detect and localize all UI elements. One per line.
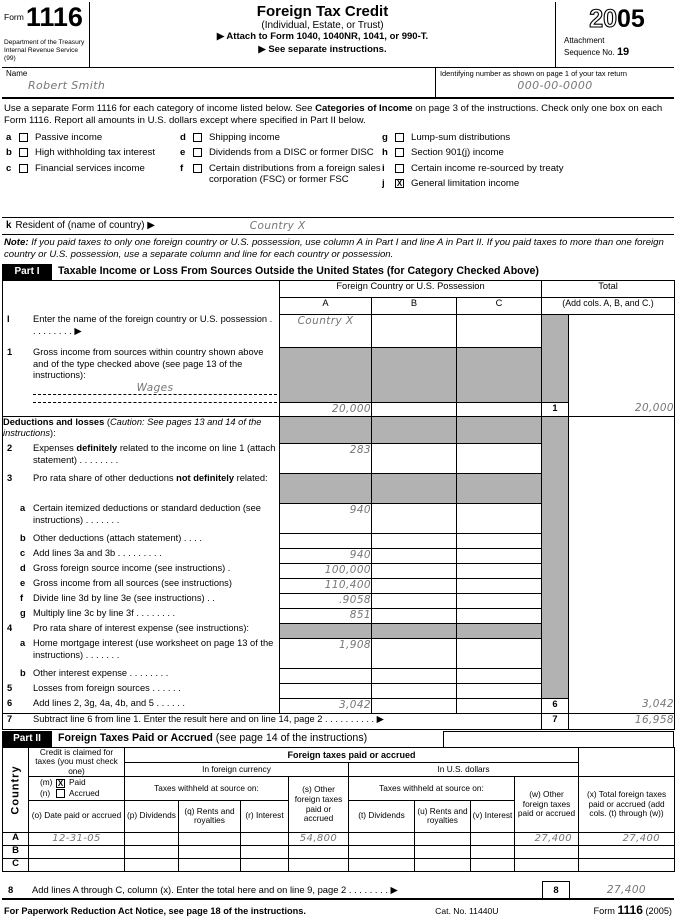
p1-row-0-line-number — [542, 314, 569, 347]
col-o-header: (o) Date paid or accrued — [29, 800, 125, 832]
category-label: Section 901(j) income — [411, 147, 504, 159]
p1-row-6-col-a-field[interactable]: 940 — [280, 503, 372, 533]
foreign-country-group-header: Foreign Country or U.S. Possession — [280, 280, 542, 297]
p1-row-5-line-number — [542, 473, 569, 503]
p2-row-B-col-q-field[interactable] — [179, 845, 241, 858]
category-label: Dividends from a DISC or former DISC — [209, 147, 374, 159]
footer-form-number: 1116 — [617, 902, 643, 917]
p1-row-0-col-a-field[interactable]: Country X — [280, 314, 372, 347]
p1-row-11-col-a-field[interactable]: .9058 — [280, 593, 372, 608]
col-v-header: (v) Interest — [471, 800, 515, 832]
category-checkbox-a[interactable] — [19, 133, 28, 142]
p2-row-A-col-v-field[interactable] — [471, 832, 515, 845]
p1-row-8-line-number — [542, 548, 569, 563]
category-letter: f — [180, 162, 184, 174]
part2-title: Foreign Taxes Paid or Accrued — [58, 731, 213, 744]
category-item-h — [382, 147, 674, 159]
category-letter: c — [6, 162, 12, 174]
p1-row-6-total-field — [569, 503, 675, 533]
paperwork-notice: For Paperwork Reduction Act Notice, see page 18 of the instructions. — [4, 905, 306, 916]
category-item-i — [382, 163, 674, 175]
p1-row-9-total-field — [569, 563, 675, 578]
p1-row-16-col-b-field[interactable] — [372, 683, 457, 698]
p1-row-0-col-c-field[interactable] — [457, 314, 542, 347]
paid-checkbox[interactable]: X — [57, 778, 64, 788]
p1-row-3-label: Deductions and losses (Caution: See pages 13 and 14 of the instructions): — [3, 416, 280, 443]
p1-row-15-label: b Other interest expense . . . . . . . . — [3, 668, 280, 683]
p1-row-8-col-a-field[interactable]: 940 — [280, 548, 372, 563]
line-8-number: 8 — [8, 883, 14, 895]
line-8-box: 8 — [542, 881, 570, 898]
p2-row-C-col-t-field[interactable] — [349, 858, 415, 871]
p2-row-A-col-w-field[interactable]: 27,400 — [515, 832, 579, 845]
p1-row-2-col-b-field[interactable] — [372, 402, 457, 416]
p1-row-14-line-number — [542, 638, 569, 668]
p1-row-4-total-field — [569, 443, 675, 473]
name-label: Name — [6, 69, 28, 78]
p1-row-6-col-b-field[interactable] — [372, 503, 457, 533]
p1-row-9-line-number — [542, 563, 569, 578]
category-label: Passive income — [35, 131, 103, 143]
p1-row-11-label: f Divide line 3d by line 3e (see instructions) . . — [3, 593, 280, 608]
p2-row-A-col-q-field[interactable] — [179, 832, 241, 845]
p1-row-12-col-a-field[interactable]: 851 — [280, 608, 372, 623]
p1-row-13-col-b-field — [372, 623, 457, 638]
p2-row-C-col-q-field[interactable] — [179, 858, 241, 871]
dept-treasury: Department of the Treasury — [4, 39, 85, 46]
p2-row-C-col-x-field[interactable] — [579, 858, 675, 871]
p2-row-letter-B: B — [3, 845, 29, 858]
category-letter: b — [6, 147, 12, 159]
p2-row-B-col-o-field[interactable] — [29, 845, 125, 858]
year-block — [555, 2, 674, 67]
line-8-row — [2, 881, 674, 900]
year-outline: 20 — [589, 5, 617, 33]
p1-row-8-col-b-field[interactable] — [372, 548, 457, 563]
p1-row-14-col-a-field[interactable]: 1,908 — [280, 638, 372, 668]
name-row — [2, 68, 674, 99]
p1-row-9-col-c-field[interactable] — [457, 563, 542, 578]
form-subtitle: (Individual, Estate, or Trust) — [261, 20, 384, 32]
p1-table-row — [3, 416, 675, 443]
p1-row-12-col-b-field[interactable] — [372, 608, 457, 623]
p1-row-15-total-field — [569, 668, 675, 683]
col-t-header: (t) Dividends — [349, 800, 415, 832]
withheld-usd-header: Taxes withheld at source on: — [349, 777, 515, 800]
p1-table-row — [3, 533, 675, 548]
p1-table-row — [3, 548, 675, 563]
p2-row-C-col-s-field[interactable] — [289, 858, 349, 871]
p1-row-0-col-b-field[interactable] — [372, 314, 457, 347]
intro-paragraph: Use a separate Form 1116 for each category of income listed below. See Categories of Income on page 3 of the instructions. Check only one box on each Form 1116. Report all amounts in U.S. dollars except where specified in Part II below. — [4, 103, 663, 127]
p1-row-7-col-b-field[interactable] — [372, 533, 457, 548]
form-title: Foreign Tax Credit — [256, 3, 389, 20]
p1-table-row — [3, 563, 675, 578]
p1-row-10-line-number — [542, 578, 569, 593]
p1-row-17-total-field[interactable]: 3,042 — [569, 698, 675, 713]
p1-row-8-label: c Add lines 3a and 3b . . . . . . . . . — [3, 548, 280, 563]
category-letter: j — [382, 178, 385, 190]
see-instruction: ▶ See separate instructions. — [258, 43, 387, 55]
p1-table-row — [3, 638, 675, 668]
p1-row-6-label: a Certain itemized deductions or standard deduction (see instructions) . . . . . . . — [3, 503, 280, 533]
p1-row-7-col-c-field[interactable] — [457, 533, 542, 548]
p1-row-10-col-b-field[interactable] — [372, 578, 457, 593]
p1-row-11-col-c-field[interactable] — [457, 593, 542, 608]
p1-row-3-line-number — [542, 416, 569, 443]
col-w-header: (w) Other foreign taxes paid or accrued — [515, 777, 579, 832]
col-u-header: (u) Rents and royalties — [415, 800, 471, 832]
part1-title: Taxable Income or Loss From Sources Outside the United States (for Category Checked Above) — [58, 264, 539, 277]
category-letter: a — [6, 131, 12, 143]
p1-row-10-col-a-field[interactable]: 110,400 — [280, 578, 372, 593]
p1-row-7-label: b Other deductions (attach statement) . . . . — [3, 533, 280, 548]
category-checkboxes — [2, 132, 674, 217]
category-label: High withholding tax interest — [35, 147, 155, 159]
p2-row-B-col-r-field[interactable] — [241, 845, 289, 858]
p2-row-A-col-r-field[interactable] — [241, 832, 289, 845]
note-paragraph — [2, 234, 674, 263]
p1-table-row — [3, 698, 675, 713]
part1-header-spacer — [3, 280, 280, 314]
category-item-c — [6, 163, 178, 175]
line-k-label: Resident of (name of country) ▶ — [15, 219, 155, 231]
p2-row-A-col-o-field[interactable]: 12-31-05 — [29, 832, 125, 845]
p1-row-9-label: d Gross foreign source income (see instructions) . — [3, 563, 280, 578]
col-s-header: (s) Other foreign taxes paid or accrued — [289, 777, 349, 832]
p1-row-17-col-c-field[interactable] — [457, 698, 542, 713]
p2-row-A-col-p-field[interactable] — [125, 832, 179, 845]
p2-row-B-col-u-field[interactable] — [415, 845, 471, 858]
p2-country-row-B — [3, 845, 675, 858]
p1-row-10-label: e Gross income from all sources (see instructions) — [3, 578, 280, 593]
line-8-label: Add lines A through C, column (x). Enter the total here and on line 9, page 2 . . . . . . . . ▶ — [32, 883, 398, 895]
p1-row-5-col-a-field — [280, 473, 372, 503]
p1-row-10-total-field — [569, 578, 675, 593]
col-x-header: (x) Total foreign taxes paid or accrued (add cols. (t) through (w)) — [579, 777, 675, 832]
p1-row-17-label: 6 Add lines 2, 3g, 4a, 4b, and 5 . . . . . . — [3, 698, 280, 713]
form-title-block — [90, 2, 555, 67]
p1-row-17-line-number: 6 — [542, 698, 569, 713]
credit-claimed-header: Credit is claimed for taxes (you must check one) — [29, 747, 125, 777]
part2-chip: Part II — [2, 731, 52, 747]
resident-country-field[interactable]: Country X — [249, 219, 306, 232]
p1-row-5-col-c-field — [457, 473, 542, 503]
p1-table-row — [3, 713, 675, 729]
p2-row-A-col-s-field[interactable]: 54,800 — [289, 832, 349, 845]
p2-row-letter-C: C — [3, 858, 29, 871]
p1-row-16-col-a-field[interactable] — [280, 683, 372, 698]
line-1-description-field[interactable]: Wages — [136, 381, 174, 394]
p2-row-B-col-t-field[interactable] — [349, 845, 415, 858]
p1-table-row — [3, 347, 675, 402]
p2-row-B-col-p-field[interactable] — [125, 845, 179, 858]
p1-table-row — [3, 683, 675, 698]
p1-row-4-col-b-field[interactable] — [372, 443, 457, 473]
total-header: Total — [542, 280, 675, 297]
p1-row-11-col-b-field[interactable] — [372, 593, 457, 608]
identifying-number-label: Identifying number as shown on page 1 of your tax return — [440, 69, 627, 78]
identifying-number-field[interactable]: 000-00-0000 — [517, 79, 593, 92]
p1-row-13-col-c-field — [457, 623, 542, 638]
category-checkbox-j[interactable]: X — [396, 179, 403, 189]
p1-row-12-total-field — [569, 608, 675, 623]
p1-row-14-col-b-field[interactable] — [372, 638, 457, 668]
footer-form-year: (2005) — [645, 905, 672, 916]
p1-row-14-total-field — [569, 638, 675, 668]
part1-chip: Part I — [2, 264, 52, 280]
p1-table-row — [3, 578, 675, 593]
category-checkbox-c[interactable] — [19, 164, 28, 173]
p1-row-15-col-a-field[interactable] — [280, 668, 372, 683]
sequence-number: 19 — [616, 45, 630, 58]
col-r-header: (r) Interest — [241, 800, 289, 832]
p2-row-C-col-v-field[interactable] — [471, 858, 515, 871]
p1-row-2-col-c-field[interactable] — [457, 402, 542, 416]
p1-table-row — [3, 314, 675, 347]
p2-row-A-col-t-field[interactable] — [349, 832, 415, 845]
p1-row-14-col-c-field[interactable] — [457, 638, 542, 668]
part2-table — [2, 747, 675, 872]
p1-row-4-line-number — [542, 443, 569, 473]
category-label: Certain income re-sourced by treaty — [411, 162, 564, 174]
p2-country-row-A — [3, 832, 675, 845]
part1-table — [2, 280, 675, 730]
p1-row-0-label: I Enter the name of the foreign country or U.S. possession . . . . . . . . . ▶ — [3, 314, 280, 347]
p2-row-B-col-x-field[interactable] — [579, 845, 675, 858]
p1-row-8-col-c-field[interactable] — [457, 548, 542, 563]
paid-label: Paid — [69, 777, 86, 788]
p1-row-7-line-number — [542, 533, 569, 548]
note-text: If you paid taxes to only one foreign country or U.S. possession, use column A in Part I and line A in Part II. If you paid taxes to more than one foreign country or U.S. possession, use a separate column and line for each country or possession. — [4, 236, 664, 261]
p1-row-9-col-b-field[interactable] — [372, 563, 457, 578]
p1-row-16-col-c-field[interactable] — [457, 683, 542, 698]
category-label: Financial services income — [35, 162, 145, 174]
p1-row-5-total-field — [569, 473, 675, 503]
part2-bar-corner — [443, 731, 674, 747]
form-word: Form — [4, 12, 24, 22]
p1-row-2-line-number: 1 — [542, 402, 569, 416]
p1-table-row — [3, 608, 675, 623]
category-label: Certain distributions from a foreign sales corporation (FSC) or former FSC — [209, 162, 381, 186]
p2-row-A-col-u-field[interactable] — [415, 832, 471, 845]
category-label: General limitation income — [411, 178, 520, 190]
p1-row-13-total-field — [569, 623, 675, 638]
category-item-a — [6, 132, 178, 144]
attach-instruction: ▶ Attach to Form 1040, 1040NR, 1041, or 990-T. — [216, 31, 429, 43]
column-c-header: C — [457, 297, 542, 314]
category-letter: h — [382, 147, 388, 159]
withheld-foreign-header: Taxes withheld at source on: — [125, 777, 289, 800]
category-checkbox-h[interactable] — [395, 148, 404, 157]
year-bold: 05 — [617, 5, 645, 33]
column-b-header: B — [372, 297, 457, 314]
part2-title-rest: (see page 14 of the instructions) — [215, 731, 368, 744]
category-checkbox-g[interactable] — [395, 133, 404, 142]
p1-row-18-total-field[interactable]: 16,958 — [569, 713, 675, 729]
p1-row-13-line-number — [542, 623, 569, 638]
category-letter: d — [180, 131, 186, 143]
form-number-block — [2, 2, 90, 67]
p1-table-row — [3, 668, 675, 683]
p1-row-16-total-field — [569, 683, 675, 698]
sequence-label: Sequence No. — [564, 47, 615, 57]
col-p-header: (p) Dividends — [125, 800, 179, 832]
p1-row-7-col-a-field[interactable] — [280, 533, 372, 548]
p2-row-C-col-o-field[interactable] — [29, 858, 125, 871]
form-header — [2, 2, 674, 68]
category-item-f — [180, 163, 382, 186]
p1-row-12-col-c-field[interactable] — [457, 608, 542, 623]
category-checkbox-i[interactable] — [395, 164, 404, 173]
p2-row-C-col-p-field[interactable] — [125, 858, 179, 871]
p1-table-row — [3, 473, 675, 503]
p1-row-15-col-b-field[interactable] — [372, 668, 457, 683]
p1-row-2-col-a-field[interactable]: 20,000 — [280, 402, 372, 416]
category-checkbox-d[interactable] — [193, 133, 202, 142]
p1-row-11-line-number — [542, 593, 569, 608]
p1-row-12-line-number — [542, 608, 569, 623]
accrued-checkbox[interactable] — [56, 789, 65, 798]
p1-row-16-label: 5 Losses from foreign sources . . . . . . — [3, 683, 280, 698]
p1-row-18-label: 7 Subtract line 6 from line 1. Enter the result here and on line 14, page 2 . . . . . . . . . . ▶ — [3, 713, 542, 729]
p1-row-17-col-b-field[interactable] — [372, 698, 457, 713]
p1-row-15-col-c-field[interactable] — [457, 668, 542, 683]
category-item-j — [382, 178, 674, 190]
category-checkbox-f[interactable] — [193, 164, 202, 173]
p2-row-C-col-r-field[interactable] — [241, 858, 289, 871]
category-label: Shipping income — [209, 131, 280, 143]
foreign-taxes-group-header: Foreign taxes paid or accrued — [125, 747, 579, 762]
category-letter: i — [382, 162, 385, 174]
p1-row-3-col-a-field — [280, 416, 372, 443]
line-k-letter: k — [6, 219, 12, 231]
p1-table-row — [3, 503, 675, 533]
country-column-header: Country — [3, 747, 29, 832]
p1-row-13-col-a-field — [280, 623, 372, 638]
p1-row-4-label: 2 Expenses definitely related to the income on line 1 (attach statement) . . . . . . . . — [3, 443, 280, 473]
category-letter: g — [382, 131, 388, 143]
p1-row-11-total-field — [569, 593, 675, 608]
irs-line: Internal Revenue Service (99) — [4, 47, 79, 63]
foreign-currency-header: In foreign currency — [125, 762, 349, 777]
category-label: Lump-sum distributions — [411, 131, 511, 143]
attachment-label: Attachment — [564, 36, 605, 45]
us-dollars-header: In U.S. dollars — [349, 762, 579, 777]
p1-row-9-col-a-field[interactable]: 100,000 — [280, 563, 372, 578]
note-label: Note: — [4, 236, 29, 248]
p1-row-7-total-field — [569, 533, 675, 548]
category-item-g — [382, 132, 674, 144]
p1-table-row — [3, 593, 675, 608]
paid-accrued-checkboxes: (m) X Paid (n) Accrued — [29, 777, 125, 800]
p1-row-4-col-a-field[interactable]: 283 — [280, 443, 372, 473]
footer-form-word: Form — [593, 905, 615, 916]
p1-row-18-line-number: 7 — [542, 713, 569, 729]
category-item-d — [180, 132, 382, 144]
p1-row-1-label: 1 Gross income from sources within country shown above and of the type checked above (see page 13 of the instructions): Wages — [3, 347, 280, 416]
p2-row-B-col-w-field[interactable] — [515, 845, 579, 858]
p2-country-row-C — [3, 858, 675, 871]
p2-row-C-col-u-field[interactable] — [415, 858, 471, 871]
catalog-number: Cat. No. 11440U — [435, 905, 499, 916]
col-q-header: (q) Rents and royalties — [179, 800, 241, 832]
p1-row-10-col-c-field[interactable] — [457, 578, 542, 593]
name-field[interactable]: Robert Smith — [28, 79, 106, 92]
p1-table-row — [3, 623, 675, 638]
p1-row-5-col-b-field — [372, 473, 457, 503]
p1-row-4-col-c-field[interactable] — [457, 443, 542, 473]
p1-row-3-total-field — [569, 416, 675, 443]
p1-row-2-total-field[interactable]: 20,000 — [569, 402, 675, 416]
p1-row-14-label: a Home mortgage interest (use worksheet on page 13 of the instructions) . . . . . . . — [3, 638, 280, 668]
line-8-total-field[interactable]: 27,400 — [606, 883, 646, 896]
total-sub-header: (Add cols. A, B, and C.) — [542, 297, 675, 314]
p1-row-12-label: g Multiply line 3c by line 3f . . . . . . . . — [3, 608, 280, 623]
p1-row-3-col-b-field — [372, 416, 457, 443]
p1-row-3-col-c-field — [457, 416, 542, 443]
part2-bar — [2, 731, 674, 747]
p1-row-17-col-a-field[interactable]: 3,042 — [280, 698, 372, 713]
p1-row-6-line-number — [542, 503, 569, 533]
p2-row-letter-A: A — [3, 832, 29, 845]
p1-row-16-line-number — [542, 683, 569, 698]
category-item-b — [6, 147, 178, 159]
column-a-header: A — [280, 297, 372, 314]
p2-row-A-col-x-field[interactable]: 27,400 — [579, 832, 675, 845]
p2-row-B-col-v-field[interactable] — [471, 845, 515, 858]
p1-row-15-line-number — [542, 668, 569, 683]
p1-row-13-label: 4 Pro rata share of interest expense (see instructions): — [3, 623, 280, 638]
accrued-label: Accrued — [69, 788, 100, 798]
category-letter: e — [180, 147, 186, 159]
p1-row-5-label: 3 Pro rata share of other deductions not definitely related: — [3, 473, 280, 503]
p1-row-6-col-c-field[interactable] — [457, 503, 542, 533]
line-k — [2, 217, 674, 234]
p1-table-row — [3, 443, 675, 473]
corner-blank-cell — [579, 747, 675, 777]
p2-row-B-col-s-field[interactable] — [289, 845, 349, 858]
part1-bar — [2, 264, 674, 280]
p2-row-C-col-w-field[interactable] — [515, 858, 579, 871]
p1-row-8-total-field — [569, 548, 675, 563]
form-number: 1116 — [25, 2, 83, 32]
p1-row-0-total-field — [569, 314, 675, 347]
category-item-e — [180, 147, 382, 159]
category-checkbox-b[interactable] — [19, 148, 28, 157]
category-checkbox-e[interactable] — [193, 148, 202, 157]
form-footer — [2, 900, 674, 917]
